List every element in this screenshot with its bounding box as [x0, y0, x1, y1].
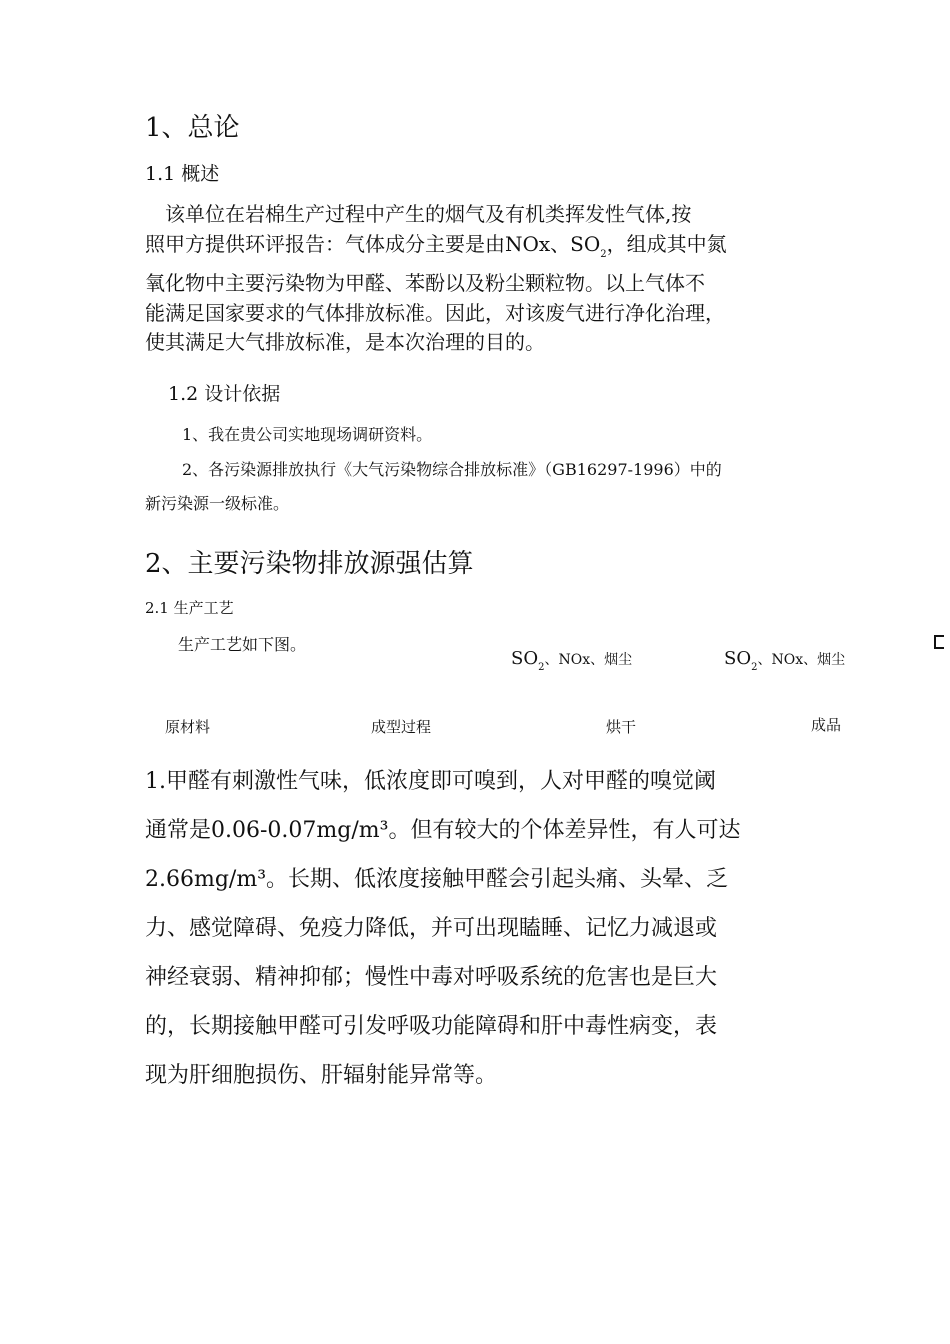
- overview-line: 照甲方提供环评报告：气体成分主要是由NOx、$SO_2$，组成其中氮: [145, 231, 727, 260]
- formaldehyde-line: 的，长期接触甲醛可引发呼吸功能障碍和肝中毒性病变，表: [145, 1014, 718, 1039]
- overview-paragraph: [145, 200, 727, 358]
- process-step-raw-material: 原材料: [165, 718, 211, 736]
- process-step-product: 成品: [811, 716, 842, 734]
- section-1-2-title: 1.2 设计依据: [168, 383, 281, 405]
- formaldehyde-line: 现为肝细胞损伤、肝辐射能异常等。: [145, 1063, 498, 1088]
- overview-line: 使其满足大气排放标准，是本次治理的目的。: [145, 330, 545, 354]
- emission-label-product: $SO_2$、NOx、烟尘: [724, 648, 846, 673]
- formaldehyde-line: 力、感觉障碍、免疫力降低，并可出现瞌睡、记忆力减退或: [145, 916, 718, 941]
- section-2-title: 2、主要污染物排放源强估算: [145, 549, 474, 579]
- emission-label-drying: $SO_2$、NOx、烟尘: [511, 648, 633, 673]
- overview-line: 能满足国家要求的气体排放标准。因此，对该废气进行净化治理，: [145, 300, 725, 325]
- overview-line: 氧化物中主要污染物为甲醛、苯酚以及粉尘颗粒物。以上气体不: [145, 271, 705, 295]
- process-step-forming: 成型过程: [371, 718, 432, 736]
- formaldehyde-paragraph: [145, 757, 740, 1100]
- section-1-1-title: 1.1 概述: [145, 163, 220, 185]
- section-2-1-title: 2.1 生产工艺: [145, 599, 234, 617]
- diagram-box-fragment: [934, 635, 944, 649]
- overview-line: 该单位在岩棉生产过程中产生的烟气及有机类挥发性气体,按: [145, 202, 692, 226]
- process-step-drying: 烘干: [606, 718, 637, 736]
- basis-item-1: 1、我在贵公司实地现场调研资料。: [182, 425, 433, 444]
- formaldehyde-line: 通常是0.06-0.07mg/m³。但有较大的个体差异性，有人可达: [145, 818, 741, 843]
- formaldehyde-line: 2.66mg/m³。长期、低浓度接触甲醛会引起头痛、头晕、乏: [145, 867, 729, 892]
- basis-item-2-cont: 新污染源一级标准。: [145, 494, 290, 513]
- subscript: 2: [600, 248, 607, 260]
- process-intro: 生产工艺如下图。: [178, 635, 307, 654]
- section-1-title: 1、总论: [145, 113, 240, 143]
- formaldehyde-line: 1.甲醛有刺激性气味，低浓度即可嗅到，人对甲醛的嗅觉阈: [145, 769, 716, 794]
- formaldehyde-line: 神经衰弱、精神抑郁；慢性中毒对呼吸系统的危害也是巨大: [145, 965, 718, 990]
- basis-item-2: 2、各污染源排放执行《大气污染物综合排放标准》（GB16297-1996）中的: [182, 460, 722, 479]
